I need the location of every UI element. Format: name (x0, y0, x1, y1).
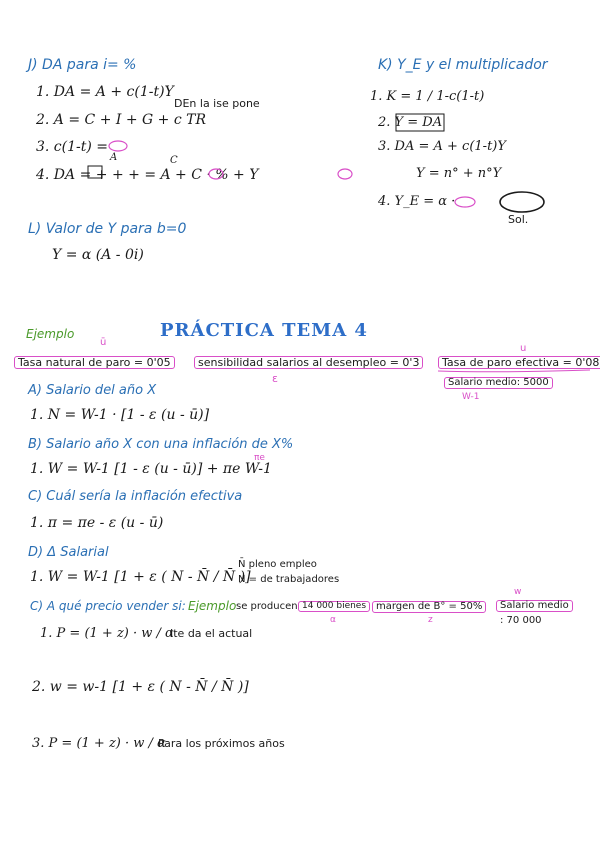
bienes: 14 000 bienes (298, 601, 370, 612)
label-c: C (170, 155, 178, 166)
section-b-header: B) Salario año X con una inflación de X% (28, 437, 294, 452)
section-d-header: D) Δ Salarial (28, 545, 109, 560)
underline (438, 370, 590, 372)
j-line-1: 1. DA = A + c(1-t)Y (36, 84, 174, 100)
section-c-header: C) Cuál sería la inflación efectiva (28, 489, 243, 504)
pink-circle (209, 169, 223, 179)
box-y-da (396, 114, 444, 131)
j-line-2-note: DEn la ise pone (174, 97, 260, 110)
c2-line-1-note: Ite da el actual (170, 627, 253, 640)
j-line-3: 3. c(1-t) = (36, 139, 109, 155)
section-a-header: A) Salario del año X (28, 383, 157, 398)
section-c2-header: C) A qué precio vender si: (30, 599, 186, 613)
k-line-3: 3. DA = A + c(1-t)Y (378, 139, 506, 154)
k-line-4: 4. Y_E = α · (378, 194, 456, 209)
sensibilidad: sensibilidad salarios al desempleo = 0'3 (194, 356, 423, 369)
salario-medio-2: Salario medio (496, 600, 573, 612)
u-mark: u (520, 343, 527, 354)
margen: margen de B° = 50% (372, 601, 486, 613)
j-line-4: 4. DA = + + + = A + C · % + Y (36, 167, 259, 183)
section-a-formula: 1. N = W-1 · [1 - ε (u - ū)] (30, 407, 210, 423)
k-line-2: 2. Y = DA (378, 115, 443, 130)
salario-val: : 70 000 (500, 615, 542, 626)
salario-medio: Salario medio: 5000 (444, 377, 553, 389)
page-title: PRÁCTICA TEMA 4 (160, 320, 368, 341)
pink-circle (109, 141, 127, 151)
tasa-efectiva: Tasa de paro efectiva = 0'08 (438, 356, 600, 369)
epsilon-mark: ε (272, 372, 278, 385)
ejemplo-label: Ejemplo (26, 327, 75, 341)
c2-line-3: 3. P = (1 + z) · w / α (32, 736, 166, 751)
sol-ellipse (500, 192, 544, 212)
c2-line-3-note: Para los próximos años (158, 737, 285, 750)
se-producen: se producen (236, 601, 298, 612)
w-mark: w (514, 587, 522, 597)
label-a: A (110, 152, 118, 163)
pi-e-mark: πe (254, 453, 265, 463)
k-line-3b: Y = n° + n°Y (416, 166, 502, 181)
alpha-mark: α (330, 615, 336, 625)
pink-circle (338, 169, 352, 179)
box-square (88, 166, 102, 178)
section-b-formula: 1. W = W-1 [1 - ε (u - ū)] + πe W-1 (30, 461, 272, 477)
d-note-1: N̄ pleno empleo (238, 559, 317, 570)
section-l-header: L) Valor de Y para b=0 (28, 221, 187, 237)
tasa-natural: Tasa natural de paro = 0'05 (14, 356, 175, 369)
k-line-1: 1. K = 1 / 1-c(1-t) (370, 89, 485, 104)
z-mark: z (428, 615, 433, 625)
d-note-2: N = de trabajadores (238, 574, 340, 585)
section-d-formula: 1. W = W-1 [1 + ε ( N - N̄ / N̄ )] (30, 569, 251, 585)
section-k-header: K) Y_E y el multiplicador (378, 57, 548, 73)
section-j-header: J) DA para i= % (28, 57, 137, 73)
pink-circle (455, 197, 475, 207)
section-c-formula: 1. π = πe - ε (u - ū) (30, 515, 164, 531)
w-minus-1-mark: W-1 (462, 392, 480, 402)
c2-line-2: 2. w = w-1 [1 + ε ( N - N̄ / N̄ )] (32, 679, 249, 695)
sol-label: Sol. (508, 213, 529, 226)
section-l-formula: Y = α (A - 0i) (52, 247, 144, 263)
u-bar-mark: ū (100, 337, 107, 348)
c2-line-1: 1. P = (1 + z) · w / α (40, 626, 174, 641)
ejemplo-label-2: Ejemplo (188, 599, 237, 613)
j-line-2: 2. A = C + I + G + c TR (36, 112, 207, 128)
